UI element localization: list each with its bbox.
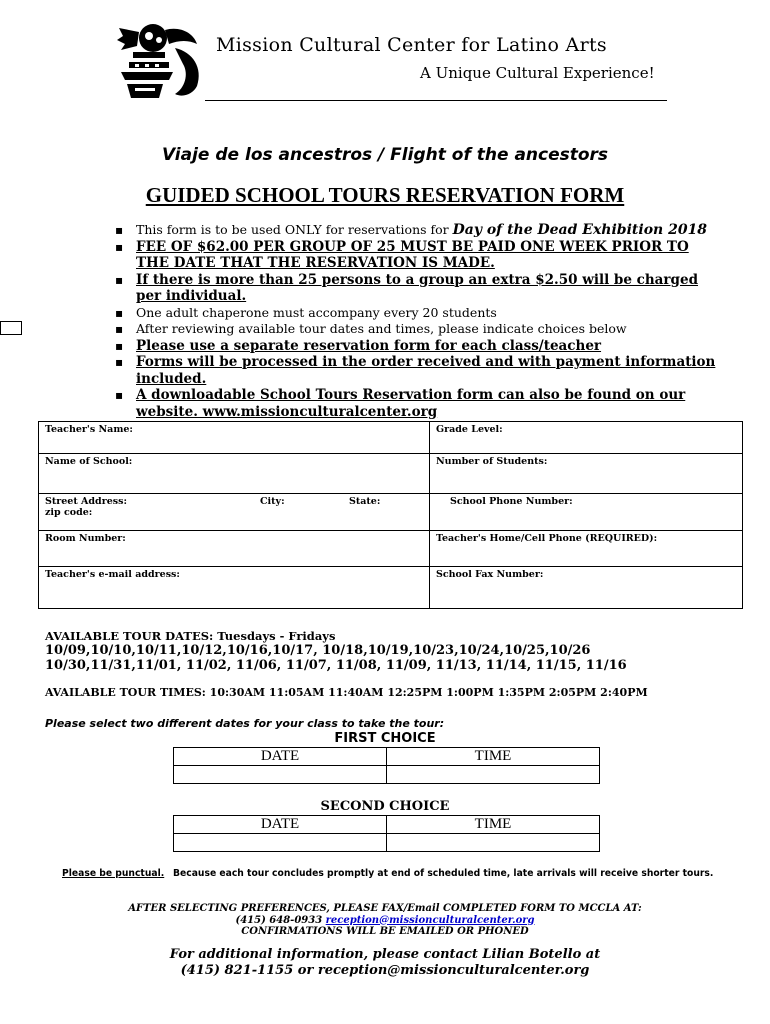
- after-line1: AFTER SELECTING PREFERENCES, PLEASE FAX/Email COMPLETED FORM TO MCCLA AT:: [128, 903, 642, 914]
- brand-title: Mission Cultural Center for Latino Arts: [216, 34, 607, 56]
- tour-dates-line1: 10/09,10/10,10/11,10/12,10/16,10/17, 10/18,10/19,10/23,10/24,10/25,10/26: [45, 643, 591, 658]
- teacher-name-field[interactable]: [39, 422, 430, 454]
- address-labels: [45, 496, 423, 507]
- second-date-input[interactable]: [174, 834, 387, 852]
- tour-times: AVAILABLE TOUR TIMES: 10:30AM 11:05AM 11:40AM 12:25PM 1:00PM 1:35PM 2:05PM 2:40PM: [45, 686, 648, 699]
- exhibition-name: Day of the Dead Exhibition 2018: [452, 222, 708, 238]
- teacher-phone-field[interactable]: [430, 531, 743, 567]
- form-title: GUIDED SCHOOL TOURS RESERVATION FORM: [145, 183, 625, 207]
- after-line2: [0, 915, 770, 927]
- second-time-header: TIME: [387, 816, 600, 834]
- email-field[interactable]: [39, 567, 430, 609]
- contact-line2: (415) 821-1155 or reception@missionculturalcenter.org: [180, 962, 590, 978]
- school-phone-field[interactable]: [430, 494, 743, 531]
- fax-label: School Fax Number:: [436, 569, 544, 580]
- second-choice-table: [173, 815, 600, 852]
- header-divider: [205, 100, 667, 101]
- reception-email-link[interactable]: reception@missionculturalcenter.org: [325, 914, 535, 926]
- email-label: Teacher's e-mail address:: [45, 569, 180, 580]
- teacher-info-table: [38, 421, 743, 609]
- first-time-input[interactable]: [387, 766, 600, 784]
- instruction-item: ▪ Please use a separate reservation form for each class/teacher: [112, 338, 722, 355]
- brand-tagline: A Unique Cultural Experience!: [420, 64, 655, 82]
- school-name-label: Name of School:: [45, 456, 133, 467]
- tour-dates-label: AVAILABLE TOUR DATES: Tuesdays - Fridays: [45, 629, 336, 643]
- second-choice-title: SECOND CHOICE: [320, 799, 450, 814]
- mccla-logo: [113, 18, 208, 103]
- selection-note: Please select two different dates for your class to take the tour:: [45, 717, 445, 730]
- address-field[interactable]: [39, 494, 430, 531]
- fax-number: (415) 648-0933: [235, 914, 326, 926]
- teacher-name-label: Teacher's Name:: [45, 424, 133, 435]
- num-students-field[interactable]: [430, 454, 743, 494]
- grade-level-label: Grade Level:: [436, 424, 503, 435]
- exhibition-subtitle: Viaje de los ancestros / Flight of the ancestors: [161, 145, 609, 165]
- num-students-label: Number of Students:: [436, 456, 548, 467]
- teacher-phone-label: Teacher's Home/Cell Phone (REQUIRED):: [436, 533, 658, 544]
- tour-dates-line2: 10/30,11/31,11/01, 11/02, 11/06, 11/07, 11/08, 11/09, 11/13, 11/14, 11/15, 11/16: [45, 658, 627, 673]
- city-label: City:: [260, 496, 285, 507]
- instruction-item: ▪ After reviewing available tour dates and times, please indicate choices below: [112, 321, 722, 338]
- tour-dates: [45, 629, 627, 673]
- punctuality-note: [62, 868, 713, 879]
- instruction-item: [112, 222, 722, 239]
- school-phone-label: School Phone Number:: [450, 496, 573, 507]
- punctual-text: Because each tour concludes promptly at end of scheduled time, late arrivals will receive shorter tours.: [173, 868, 714, 879]
- after-line3: CONFIRMATIONS WILL BE EMAILED OR PHONED: [241, 926, 529, 937]
- second-date-header: DATE: [174, 816, 387, 834]
- punctual-label: Please be punctual.: [62, 868, 165, 879]
- instruction-item: ▪ If there is more than 25 persons to a group an extra $2.50 will be charged per individual.: [112, 272, 722, 305]
- margin-box: [0, 321, 22, 335]
- grade-level-field[interactable]: [430, 422, 743, 454]
- fax-field[interactable]: [430, 567, 743, 609]
- first-choice-table: [173, 747, 600, 784]
- contact-line1: For additional information, please contact Lilian Botello at: [169, 947, 601, 962]
- first-choice-title: FIRST CHOICE: [334, 731, 436, 746]
- second-time-input[interactable]: [387, 834, 600, 852]
- instruction-item: ▪ Forms will be processed in the order received and with payment information included.: [112, 354, 722, 387]
- contact-info: [0, 947, 770, 978]
- instruction-item: ▪ FEE OF $62.00 PER GROUP OF 25 MUST BE PAID ONE WEEK PRIOR TO THE DATE THAT THE RESERVATION IS MADE.: [112, 239, 722, 272]
- instruction-item: ▪ A downloadable School Tours Reservation form can also be found on our website. www.missionculturalcenter.org: [112, 387, 722, 420]
- room-number-label: Room Number:: [45, 533, 126, 544]
- instruction-text: This form is to be used ONLY for reservations for: [136, 222, 453, 237]
- instructions-list: [112, 222, 722, 420]
- first-date-header: DATE: [174, 748, 387, 766]
- room-number-field[interactable]: [39, 531, 430, 567]
- state-label: State:: [349, 496, 381, 507]
- zip-label: zip code:: [45, 507, 93, 518]
- first-time-header: TIME: [387, 748, 600, 766]
- instruction-item: ▪ One adult chaperone must accompany every 20 students: [112, 305, 722, 322]
- first-date-input[interactable]: [174, 766, 387, 784]
- school-name-field[interactable]: [39, 454, 430, 494]
- submission-instructions: [0, 903, 770, 938]
- street-label: Street Address:: [45, 496, 127, 507]
